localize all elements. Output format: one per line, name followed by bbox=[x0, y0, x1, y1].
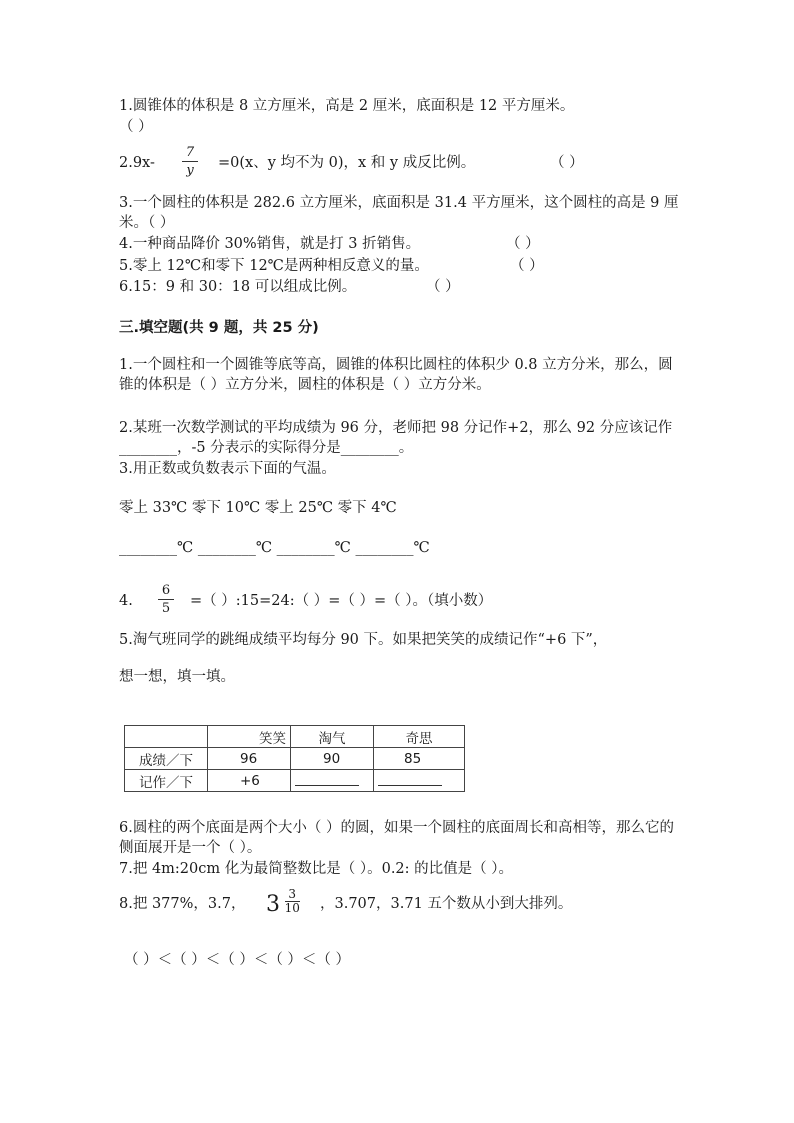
table-cell: 90 bbox=[291, 748, 374, 770]
fill-q5-line1: 5.淘气班同学的跳绳成绩平均每分 90 下。如果把笑笑的成绩记作“+6 下”， bbox=[119, 632, 608, 648]
fill-q4-ratios: =（ ）:15=24:（ ）=（ ）=（ ）。（填小数） bbox=[190, 593, 493, 609]
mixed-number bbox=[266, 888, 300, 915]
judge-q6: 6.15：9 和 30：18 可以组成比例。 bbox=[119, 279, 357, 295]
fill-q4-number: 4. bbox=[119, 593, 133, 609]
fraction-denominator: y bbox=[186, 163, 194, 178]
judge-q2-paren: （ ） bbox=[550, 155, 584, 171]
fill-q1: 1.一个圆柱和一个圆锥等底等高，圆锥的体积比圆柱的体积少 0.8 立方分米，那么，圆锥的体积是（ ）立方分米，圆柱的体积是（ ）立方分米。 bbox=[119, 357, 673, 393]
section-title: 三.填空题(共 9 题，共 25 分) bbox=[119, 320, 319, 336]
table-row bbox=[125, 770, 465, 792]
answer-blank-qisi[interactable] bbox=[374, 770, 465, 792]
judge-q4: 4.一种商品降价 30%销售，就是打 3 折销售。 bbox=[119, 236, 421, 252]
fraction-denominator: 5 bbox=[161, 601, 171, 616]
table-cell: 85 bbox=[374, 748, 465, 770]
table-cell bbox=[125, 726, 208, 748]
judge-q2-fraction bbox=[182, 145, 198, 178]
table-header-qisi: 奇思 bbox=[374, 726, 465, 748]
mixed-number-whole: 3 bbox=[266, 892, 280, 917]
table-header-taoqi: 淘气 bbox=[291, 726, 374, 748]
table-row-label: 记作／下 bbox=[125, 770, 208, 792]
judge-q5-paren: （ ） bbox=[510, 258, 544, 274]
judge-q1-line1: 1.圆锥体的体积是 8 立方厘米，高是 2 厘米，底面积是 12 平方厘米。 bbox=[119, 98, 575, 114]
score-table bbox=[124, 725, 465, 792]
judge-q5: 5.零上 12℃和零下 12℃是两种相反意义的量。 bbox=[119, 258, 429, 274]
fill-q3: 3.用正数或负数表示下面的气温。 bbox=[119, 461, 336, 477]
fraction-denominator: 10 bbox=[284, 901, 300, 915]
table-row bbox=[125, 748, 465, 770]
table-cell: +6 bbox=[208, 770, 291, 792]
table-row-label: 成绩／下 bbox=[125, 748, 208, 770]
mixed-number-fraction bbox=[285, 888, 300, 915]
fill-q2: 2.某班一次数学测试的平均成绩为 96 分，老师把 98 分记作+2，那么 92 分应该记作________，-5 分表示的实际得分是________。 bbox=[119, 420, 673, 456]
fraction-numerator: 6 bbox=[161, 583, 171, 598]
fill-q4-fraction bbox=[158, 583, 174, 616]
fill-q8-suffix: ，3.707，3.71 五个数从小到大排列。 bbox=[320, 896, 573, 912]
judge-q2-suffix: =0(x、y 均不为 0)，x 和 y 成反比例。 bbox=[218, 155, 476, 171]
judge-q3: 3.一个圆柱的体积是 282.6 立方厘米，底面积是 31.4 平方厘米，这个圆柱的高是 9 厘米。（ ） bbox=[119, 195, 679, 231]
fraction-numerator: 7 bbox=[185, 145, 195, 160]
fill-q8-prefix: 8.把 377%，3.7， bbox=[119, 896, 246, 912]
judge-q6-paren: （ ） bbox=[426, 279, 460, 295]
fill-q6: 6.圆柱的两个底面是两个大小（ ）的圆，如果一个圆柱的底面周长和高相等，那么它的侧面展开是一个（ ）。 bbox=[119, 820, 674, 856]
table-cell: 96 bbox=[208, 748, 291, 770]
table-header-xiaoxiao: 笑笑 bbox=[208, 726, 291, 748]
table-header-row bbox=[125, 726, 465, 748]
fill-q8-order-blanks: （ ）＜（ ）＜（ ）＜（ ）＜（ ） bbox=[124, 952, 351, 968]
judge-q4-paren: （ ） bbox=[506, 236, 540, 252]
fill-q7: 7.把 4m:20cm 化为最简整数比是（ ）。0.2: 的比值是（ ）。 bbox=[119, 861, 514, 877]
judge-q2-prefix: 2.9x- bbox=[119, 155, 155, 171]
fraction-numerator: 3 bbox=[288, 887, 297, 901]
answer-blank-taoqi[interactable] bbox=[291, 770, 374, 792]
judge-q1-answer-paren: （ ） bbox=[119, 119, 153, 135]
temperature-list: 零上 33℃ 零下 10℃ 零上 25℃ 零下 4℃ bbox=[119, 500, 397, 516]
temperature-blanks: ________℃ ________℃ ________℃ ________℃ bbox=[119, 540, 430, 556]
fill-q5-line2: 想一想，填一填。 bbox=[119, 669, 235, 685]
